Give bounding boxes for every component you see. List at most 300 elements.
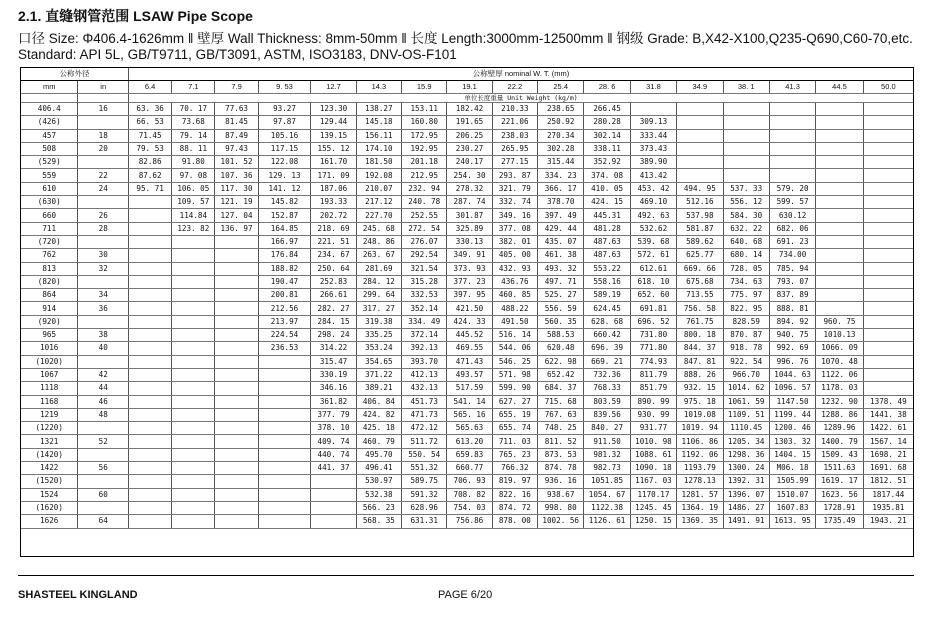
weight-cell: 492. 63	[630, 209, 676, 222]
weight-cell: 625.77	[677, 249, 723, 262]
od-in-cell	[78, 156, 129, 169]
table-row	[21, 488, 913, 501]
weight-cell: 966.70	[723, 368, 769, 381]
weight-cell: 541. 14	[447, 395, 492, 408]
weight-cell: 558.16	[584, 275, 630, 288]
weight-cell: 553.22	[584, 262, 630, 275]
weight-cell: 996. 76	[769, 355, 815, 368]
table-row	[21, 355, 913, 368]
weight-cell: M06. 18	[769, 462, 815, 475]
weight-cell	[863, 315, 913, 328]
weight-cell: 618. 10	[630, 275, 676, 288]
table-row	[21, 289, 913, 302]
weight-cell	[129, 262, 172, 275]
weight-cell: 77.63	[215, 103, 258, 116]
od-mm-cell: (1520)	[21, 475, 78, 488]
thickness-header: 7.9	[215, 81, 258, 94]
weight-cell: 493. 32	[538, 262, 584, 275]
weight-cell: 655. 74	[492, 422, 537, 435]
weight-cell: 713.55	[677, 289, 723, 302]
weight-cell	[215, 435, 258, 448]
weight-cell	[863, 382, 913, 395]
weight-cell: 221. 51	[311, 235, 356, 248]
weight-cell: 493.57	[447, 368, 492, 381]
weight-cell	[215, 515, 258, 528]
weight-cell: 537.98	[677, 209, 723, 222]
weight-cell: 487.63	[584, 235, 630, 248]
weight-cell	[129, 275, 172, 288]
weight-cell: 930. 99	[630, 408, 676, 421]
weight-cell	[863, 116, 913, 129]
weight-table	[21, 68, 913, 529]
table-row	[21, 275, 913, 288]
weight-cell: 1378. 49	[863, 395, 913, 408]
weight-cell: 1623. 56	[816, 488, 863, 501]
weight-cell	[816, 182, 863, 195]
weight-cell	[723, 103, 769, 116]
weight-cell: 684. 37	[538, 382, 584, 395]
weight-cell	[129, 515, 172, 528]
weight-cell: 1096. 57	[769, 382, 815, 395]
od-in-cell: 22	[78, 169, 129, 182]
weight-cell: 392.13	[402, 342, 447, 355]
od-in-cell: 38	[78, 329, 129, 342]
weight-cell: 210.33	[492, 103, 537, 116]
weight-cell	[215, 395, 258, 408]
weight-cell: 123. 82	[172, 222, 215, 235]
weight-cell: 472.12	[402, 422, 447, 435]
od-mm-cell: (1220)	[21, 422, 78, 435]
weight-cell: 1088. 61	[630, 448, 676, 461]
weight-cell: 1728.91	[816, 501, 863, 514]
weight-cell: 155. 12	[311, 142, 356, 155]
weight-cell: 374. 08	[584, 169, 630, 182]
weight-cell: 252.55	[402, 209, 447, 222]
weight-cell: 706. 93	[447, 475, 492, 488]
od-in-cell: 42	[78, 368, 129, 381]
weight-cell	[172, 501, 215, 514]
weight-cell: 1278.13	[677, 475, 723, 488]
weight-cell	[816, 116, 863, 129]
weight-cell	[258, 501, 311, 514]
weight-cell: 680. 14	[723, 249, 769, 262]
weight-cell: 1404. 15	[769, 448, 815, 461]
weight-cell	[723, 169, 769, 182]
weight-cell: 71.45	[129, 129, 172, 142]
weight-cell	[630, 103, 676, 116]
weight-cell	[677, 116, 723, 129]
weight-cell	[172, 289, 215, 302]
weight-cell: 88. 11	[172, 142, 215, 155]
weight-cell: 109. 57	[172, 196, 215, 209]
weight-cell	[215, 315, 258, 328]
weight-cell	[172, 448, 215, 461]
weight-cell: 373.43	[630, 142, 676, 155]
weight-cell: 1400. 79	[816, 435, 863, 448]
weight-cell: 280.28	[584, 116, 630, 129]
thickness-header: 44.5	[816, 81, 863, 94]
od-in-cell	[78, 448, 129, 461]
weight-cell: 412.13	[402, 368, 447, 381]
weight-cell	[769, 142, 815, 155]
weight-cell: 1170.17	[630, 488, 676, 501]
weight-cell: 389.21	[356, 382, 401, 395]
weight-cell	[129, 382, 172, 395]
od-mm-cell: (426)	[21, 116, 78, 129]
weight-cell	[129, 368, 172, 381]
weight-cell: 1281. 57	[677, 488, 723, 501]
weight-cell	[863, 129, 913, 142]
weight-cell: 200.81	[258, 289, 311, 302]
weight-cell: 511.72	[402, 435, 447, 448]
weight-cell	[172, 475, 215, 488]
weight-cell: 292.54	[402, 249, 447, 262]
weight-cell	[215, 275, 258, 288]
weight-cell: 202.72	[311, 209, 356, 222]
weight-cell: 874. 72	[492, 501, 537, 514]
weight-cell: 599. 90	[492, 382, 537, 395]
weight-cell: 263. 67	[356, 249, 401, 262]
weight-cell: 1486. 27	[723, 501, 769, 514]
weight-cell: 284. 12	[356, 275, 401, 288]
weight-cell: 192.95	[402, 142, 447, 155]
weight-cell	[677, 142, 723, 155]
weight-cell: 321.54	[402, 262, 447, 275]
weight-cell: 352.14	[402, 302, 447, 315]
weight-cell: 1303. 32	[769, 435, 815, 448]
weight-cell: 1491. 91	[723, 515, 769, 528]
weight-cell	[723, 129, 769, 142]
weight-cell: 550. 54	[402, 448, 447, 461]
weight-cell: 734. 63	[723, 275, 769, 288]
weight-cell: 1200. 46	[769, 422, 815, 435]
weight-cell: 873. 53	[538, 448, 584, 461]
weight-cell	[172, 435, 215, 448]
pipe-scope-table	[20, 67, 914, 557]
table-row	[21, 342, 913, 355]
table-row	[21, 103, 913, 116]
table-row	[21, 209, 913, 222]
od-mm-cell: 813	[21, 262, 78, 275]
weight-cell	[172, 355, 215, 368]
weight-cell: 406. 84	[356, 395, 401, 408]
weight-cell: 227.70	[356, 209, 401, 222]
weight-cell: 284. 15	[311, 315, 356, 328]
weight-cell: 127. 04	[215, 209, 258, 222]
weight-cell: 266.61	[311, 289, 356, 302]
weight-cell	[816, 249, 863, 262]
weight-cell	[172, 315, 215, 328]
weight-cell: 302.28	[538, 142, 584, 155]
weight-cell: 940. 75	[769, 329, 815, 342]
weight-cell: 413.42	[630, 169, 676, 182]
weight-cell: 756. 58	[677, 302, 723, 315]
weight-cell: 624.45	[584, 302, 630, 315]
weight-cell	[215, 368, 258, 381]
weight-cell: 1205. 34	[723, 435, 769, 448]
spec-line: 口径 Size: Φ406.4-1626mm ‖ 壁厚 Wall Thickness: 8mm-50mm ‖ 长度 Length:3000mm-12500mm ‖ 钢级 Grade: B,X42-X100,Q235-Q690,C60-70,etc.	[18, 31, 913, 46]
weight-cell: 1441. 38	[863, 408, 913, 421]
weight-cell: 372.14	[402, 329, 447, 342]
od-in-cell	[78, 235, 129, 248]
weight-cell: 556. 59	[538, 302, 584, 315]
weight-cell: 302.14	[584, 129, 630, 142]
weight-cell: 1090. 18	[630, 462, 676, 475]
weight-cell: 631.31	[402, 515, 447, 528]
weight-cell: 79. 14	[172, 129, 215, 142]
weight-cell: 432. 93	[492, 262, 537, 275]
weight-cell	[863, 182, 913, 195]
weight-cell: 171. 09	[311, 169, 356, 182]
table-row	[21, 501, 913, 514]
weight-cell: 496.41	[356, 462, 401, 475]
weight-cell: 691.81	[630, 302, 676, 315]
weight-cell: 579. 20	[769, 182, 815, 195]
weight-cell: 1288. 86	[816, 408, 863, 421]
thickness-header: 6.4	[129, 81, 172, 94]
weight-cell: 588.53	[538, 329, 584, 342]
weight-cell: 775. 97	[723, 289, 769, 302]
od-mm-cell: 965	[21, 329, 78, 342]
weight-cell: 1505.99	[769, 475, 815, 488]
weight-cell: 495.70	[356, 448, 401, 461]
weight-cell: 565. 16	[447, 408, 492, 421]
weight-cell: 675.68	[677, 275, 723, 288]
weight-cell: 73.68	[172, 116, 215, 129]
weight-cell	[129, 235, 172, 248]
weight-cell: 840. 27	[584, 422, 630, 435]
weight-cell: 589.19	[584, 289, 630, 302]
weight-cell: 315.44	[538, 156, 584, 169]
weight-cell: 240.17	[447, 156, 492, 169]
weight-cell: 105.16	[258, 129, 311, 142]
weight-cell: 266.45	[584, 103, 630, 116]
weight-cell: 1110.45	[723, 422, 769, 435]
weight-cell	[215, 382, 258, 395]
weight-cell: 172.95	[402, 129, 447, 142]
weight-cell	[215, 329, 258, 342]
od-in-cell: 18	[78, 129, 129, 142]
weight-cell: 571. 98	[492, 368, 537, 381]
od-in-cell	[78, 275, 129, 288]
weight-cell: 1122. 06	[816, 368, 863, 381]
weight-cell: 97.87	[258, 116, 311, 129]
od-in-cell: 20	[78, 142, 129, 155]
od-mm-cell: (1420)	[21, 448, 78, 461]
thickness-header: 28. 6	[584, 81, 630, 94]
weight-cell: 568. 35	[356, 515, 401, 528]
weight-cell: 1122.38	[584, 501, 630, 514]
weight-cell: 221.06	[492, 116, 537, 129]
weight-cell	[215, 342, 258, 355]
weight-cell	[816, 275, 863, 288]
weight-cell: 349. 16	[492, 209, 537, 222]
weight-cell: 378. 10	[311, 422, 356, 435]
weight-cell: 566. 23	[356, 501, 401, 514]
weight-cell	[677, 129, 723, 142]
weight-cell	[258, 368, 311, 381]
weight-cell: 424. 33	[447, 315, 492, 328]
weight-cell: 192.08	[356, 169, 401, 182]
weight-cell	[863, 196, 913, 209]
weight-cell: 620.48	[538, 342, 584, 355]
weight-cell	[863, 222, 913, 235]
weight-cell: 1019.08	[677, 408, 723, 421]
weight-cell: 911.50	[584, 435, 630, 448]
weight-cell	[863, 302, 913, 315]
weight-cell: 691. 23	[769, 235, 815, 248]
table-row	[21, 142, 913, 155]
weight-cell: 299. 64	[356, 289, 401, 302]
weight-cell: 1812. 51	[863, 475, 913, 488]
unit-in: in	[78, 81, 129, 94]
weight-cell	[129, 435, 172, 448]
od-in-cell	[78, 475, 129, 488]
weight-cell: 117. 30	[215, 182, 258, 195]
weight-cell: 276.07	[402, 235, 447, 248]
weight-cell: 734.00	[769, 249, 815, 262]
weight-cell: 461. 38	[538, 249, 584, 262]
weight-cell	[172, 329, 215, 342]
weight-cell	[129, 209, 172, 222]
weight-cell: 97. 08	[172, 169, 215, 182]
od-mm-cell: 610	[21, 182, 78, 195]
table-row	[21, 408, 913, 421]
weight-cell	[816, 289, 863, 302]
table-row	[21, 315, 913, 328]
weight-cell: 141. 12	[258, 182, 311, 195]
weight-cell: 682. 06	[769, 222, 815, 235]
weight-cell: 361.82	[311, 395, 356, 408]
weight-cell: 544. 06	[492, 342, 537, 355]
table-row	[21, 515, 913, 528]
weight-cell	[311, 475, 356, 488]
weight-cell: 309.13	[630, 116, 676, 129]
weight-cell: 330.19	[311, 368, 356, 381]
table-row	[21, 435, 913, 448]
weight-cell: 1369. 35	[677, 515, 723, 528]
weight-cell: 711. 03	[492, 435, 537, 448]
weight-cell: 397. 95	[447, 289, 492, 302]
weight-cell: 287. 74	[447, 196, 492, 209]
weight-cell	[129, 408, 172, 421]
weight-cell	[172, 515, 215, 528]
weight-cell: 145.82	[258, 196, 311, 209]
weight-cell: 890. 99	[630, 395, 676, 408]
weight-cell: 1002. 56	[538, 515, 584, 528]
weight-cell: 349. 91	[447, 249, 492, 262]
weight-cell: 669. 21	[584, 355, 630, 368]
weight-cell: 581.87	[677, 222, 723, 235]
weight-cell: 136. 97	[215, 222, 258, 235]
weight-cell: 265.95	[492, 142, 537, 155]
weight-cell	[172, 342, 215, 355]
weight-cell: 389.90	[630, 156, 676, 169]
weight-cell: 1147.50	[769, 395, 815, 408]
weight-cell: 129. 13	[258, 169, 311, 182]
weight-cell: 599. 57	[769, 196, 815, 209]
weight-cell: 122.08	[258, 156, 311, 169]
weight-cell	[215, 302, 258, 315]
weight-cell	[723, 116, 769, 129]
od-in-cell	[78, 315, 129, 328]
weight-cell: 565.63	[447, 422, 492, 435]
weight-cell: 811.79	[630, 368, 676, 381]
weight-cell: 97.43	[215, 142, 258, 155]
weight-cell: 938.67	[538, 488, 584, 501]
thickness-header: 41.3	[769, 81, 815, 94]
weight-cell: 315.47	[311, 355, 356, 368]
weight-cell: 1070. 48	[816, 355, 863, 368]
table-row	[21, 235, 913, 248]
weight-cell: 870. 87	[723, 329, 769, 342]
weight-cell	[863, 103, 913, 116]
weight-cell	[215, 262, 258, 275]
weight-cell: 696. 39	[584, 342, 630, 355]
thickness-header: 14.3	[356, 81, 401, 94]
table-row	[21, 249, 913, 262]
weight-cell: 217.12	[356, 196, 401, 209]
od-mm-cell: 406.4	[21, 103, 78, 116]
weight-cell	[258, 422, 311, 435]
od-mm-cell: 1524	[21, 488, 78, 501]
weight-cell: 1167. 03	[630, 475, 676, 488]
weight-cell: 525. 27	[538, 289, 584, 302]
weight-cell: 613.20	[447, 435, 492, 448]
weight-cell: 1051.85	[584, 475, 630, 488]
weight-cell	[863, 275, 913, 288]
weight-cell	[769, 129, 815, 142]
weight-cell: 421.50	[447, 302, 492, 315]
weight-cell	[129, 355, 172, 368]
weight-cell: 281.69	[356, 262, 401, 275]
weight-cell: 445.52	[447, 329, 492, 342]
weight-cell: 556. 12	[723, 196, 769, 209]
weight-cell: 584. 30	[723, 209, 769, 222]
weight-cell: 191.65	[447, 116, 492, 129]
od-in-cell: 28	[78, 222, 129, 235]
weight-cell: 176.84	[258, 249, 311, 262]
weight-cell: 87.62	[129, 169, 172, 182]
weight-cell	[258, 488, 311, 501]
weight-cell: 101. 52	[215, 156, 258, 169]
od-in-cell: 60	[78, 488, 129, 501]
weight-cell: 397. 49	[538, 209, 584, 222]
weight-cell	[816, 129, 863, 142]
weight-cell: 317. 27	[356, 302, 401, 315]
weight-cell: 301.87	[447, 209, 492, 222]
weight-cell: 338.11	[584, 142, 630, 155]
weight-cell	[129, 501, 172, 514]
weight-cell: 353.24	[356, 342, 401, 355]
weight-cell: 669. 66	[677, 262, 723, 275]
unit-mm: mm	[21, 81, 78, 94]
weight-cell: 352.92	[584, 156, 630, 169]
weight-cell: 393.70	[402, 355, 447, 368]
weight-cell: 66. 53	[129, 116, 172, 129]
weight-cell	[723, 142, 769, 155]
weight-cell	[129, 422, 172, 435]
weight-cell: 532.62	[630, 222, 676, 235]
weight-cell	[769, 156, 815, 169]
footer-divider	[18, 575, 914, 576]
weight-cell: 589.62	[677, 235, 723, 248]
footer-page: PAGE 6/20	[438, 589, 493, 601]
weight-cell: 377. 08	[492, 222, 537, 235]
weight-cell: 627. 27	[492, 395, 537, 408]
weight-cell: 378.70	[538, 196, 584, 209]
weight-cell: 766.32	[492, 462, 537, 475]
